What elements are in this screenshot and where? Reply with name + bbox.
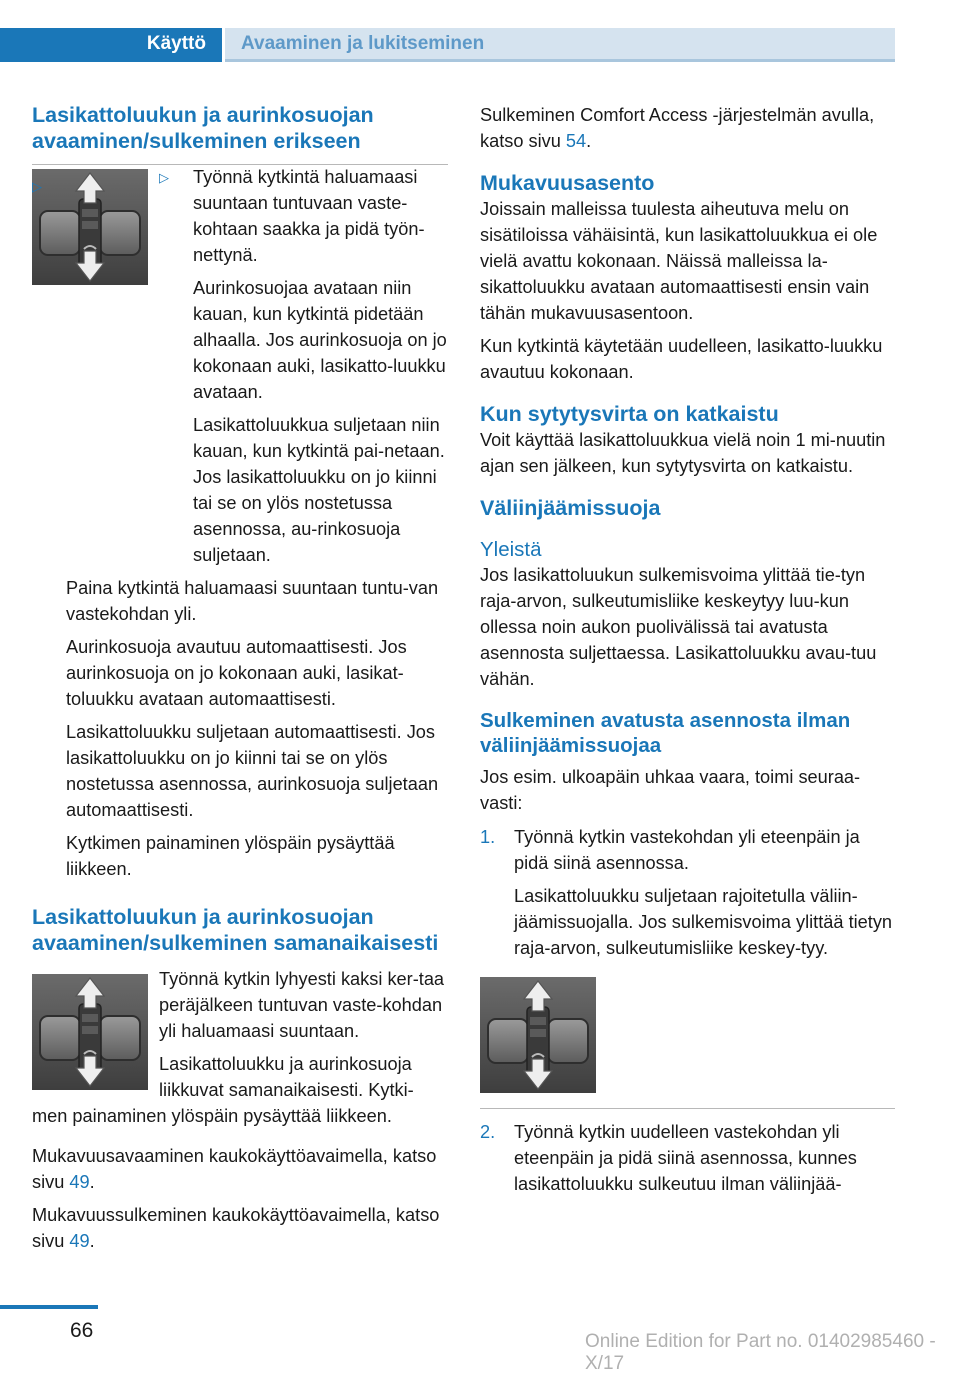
bullet-text: Lasikattoluukkua suljetaan niin kauan, kun kytkintä pai‐netaan. Jos lasikattoluukku on jo kiinni tai se on ylös nostetussa asennossa, au‐rinkosuoja suljetaan. <box>193 415 445 565</box>
page-header <box>0 28 895 62</box>
heading-comfort-position: Mukavuusasento <box>480 171 655 195</box>
section-label: Käyttö <box>146 33 206 54</box>
bullet-text: Lasikattoluukku suljetaan automaattisesti. Jos lasikattoluukku on jo kiinni tai se on ylös nostetussa asennossa, aurinkosuoja suljetaan automaattisesti. <box>66 722 439 820</box>
page-link[interactable]: 54 <box>565 131 587 151</box>
numbered-step <box>480 824 895 961</box>
triangle-marker-icon: ▷ <box>32 179 42 194</box>
page-link[interactable]: 49 <box>69 1172 90 1192</box>
page-number: 66 <box>70 1319 94 1342</box>
paragraph: Lasikattoluukku ja aurinkosuoja liikkuvat samanaikaisesti. Kytki‐men painaminen ylöspäin pysäyttää liikkeen. <box>32 1054 414 1126</box>
divider <box>480 1108 895 1109</box>
bullet-item <box>32 173 448 882</box>
step-number: 2. <box>480 1122 496 1142</box>
paragraph-text: Mukavuussulkeminen kaukokäyttöavaimella, katso sivu <box>32 1205 440 1251</box>
bullet-text: Paina kytkintä haluamaasi suuntaan tuntu‐van vastekohdan yli. <box>66 578 439 624</box>
bullet-text: Työnnä kytkintä haluamaasi suuntaan tuntuvaan vaste‐kohtaan saakka ja pidä työn‐nettynä. <box>193 167 425 265</box>
paragraph-text: Mukavuusavaaminen kaukokäyttöavaimella, katso sivu <box>32 1146 437 1192</box>
step-number: 1. <box>480 827 496 847</box>
roof-switch-icon <box>32 974 148 1090</box>
heading-separately: Lasikattoluukun ja aurinkosuojan avaaminen/sulkeminen erikseen <box>32 103 374 153</box>
footer-rule <box>0 1305 98 1309</box>
paragraph-end: . <box>586 131 592 151</box>
bullet-text: Aurinkosuoja avautuu automaattisesti. Jos aurinkosuoja on jo kokonaan auki, lasikat‐toluukku avataan automaattisesti. <box>66 637 407 709</box>
numbered-step <box>480 1119 895 1197</box>
paragraph-remote-close <box>32 1202 448 1254</box>
subsection-label: Avaaminen ja lukitseminen <box>241 33 485 54</box>
left-column <box>32 102 448 1261</box>
step-text: Työnnä kytkin uudelleen vastekohdan yli eteenpäin ja pidä siinä asennossa, kunnes lasikattoluukku sulkeutuu ilman väliinjää‐ <box>514 1122 857 1194</box>
subsection-tab[interactable] <box>225 28 895 62</box>
paragraph: Kun kytkintä käytetään uudelleen, lasikatto‐luukku avautuu kokonaan. <box>480 336 883 382</box>
paragraph-comfort-access <box>480 102 895 154</box>
footer-edition <box>585 1331 960 1375</box>
bullet-text: Kytkimen painaminen ylöspäin pysäyttää liikkeen. <box>66 833 395 879</box>
heading-close-without-protection: Sulkeminen avatusta asennosta ilman väliinjäämissuojaa <box>480 709 851 757</box>
page-link[interactable]: 49 <box>69 1231 90 1251</box>
paragraph-remote-open <box>32 1143 448 1195</box>
step-text: Työnnä kytkin vastekohdan yli eteenpäin ja pidä siinä asennossa. <box>514 827 860 873</box>
bullet-text: Aurinkosuojaa avataan niin kauan, kun kytkintä pidetään alhaalla. Jos aurinkosuoja on jo kokonaan auki, lasikatto‐luukku avataan. <box>193 278 447 402</box>
roof-switch-icon <box>480 977 596 1093</box>
simultaneous-block <box>32 966 448 1129</box>
edition-text: Online Edition for Part no. 01402985460 - X/17 <box>585 1331 936 1374</box>
roof-switch-image <box>32 974 148 1095</box>
heading-general: Yleistä <box>480 538 542 561</box>
step-text: Lasikattoluukku suljetaan rajoitetulla väliin‐jäämissuojalla. Jos sulkemisvoima ylittää tietyn raja-arvon, sulkeutumisliike keskey‐tyy. <box>514 886 893 958</box>
paragraph-end: . <box>89 1172 95 1192</box>
right-column <box>480 102 895 1204</box>
paragraph-end: . <box>89 1231 95 1251</box>
paragraph: Joissain malleissa tuulesta aiheutuva melu on sisätiloissa vähäisintä, kun lasikattoluukkua ei ole vielä avattu kokonaan. Näissä malleissa la‐sikattoluukku avataan automaattisesti ensin vain tähän mukavuusasentoon. <box>480 199 878 323</box>
heading-pinch-protection: Väliinjäämissuoja <box>480 496 661 520</box>
heading-ignition-off: Kun sytytysvirta on katkaistu <box>480 402 779 426</box>
paragraph: Jos esim. ulkoapäin uhkaa vaara, toimi seuraa‐vasti: <box>480 767 861 813</box>
paragraph: Jos lasikattoluukun sulkemisvoima ylittää tie‐tyn raja-arvon, sulkeutumisliike keskeytyy luu‐kun ollessa noin aukon puolivälissä tai avatusta asennosta suljettaessa. Lasikattoluukku avau‐tuu vähän. <box>480 565 877 689</box>
section-tab[interactable] <box>0 28 222 62</box>
triangle-marker-icon: ▷ <box>159 170 169 185</box>
heading-simultaneously: Lasikattoluukun ja aurinkosuojan avaaminen/sulkeminen samanaikaisesti <box>32 905 439 955</box>
paragraph-text: Sulkeminen Comfort Access -järjestelmän avulla, katso sivu <box>480 105 875 151</box>
paragraph: Voit käyttää lasikattoluukkua vielä noin 1 mi‐nuutin ajan sen jälkeen, kun sytytysvirta on katkaistu. <box>480 430 886 476</box>
paragraph: Työnnä kytkin lyhyesti kaksi ker‐taa peräjälkeen tuntuvan vaste‐kohdan yli haluamaasi suuntaan. <box>159 969 445 1041</box>
roof-switch-image <box>480 977 895 1098</box>
